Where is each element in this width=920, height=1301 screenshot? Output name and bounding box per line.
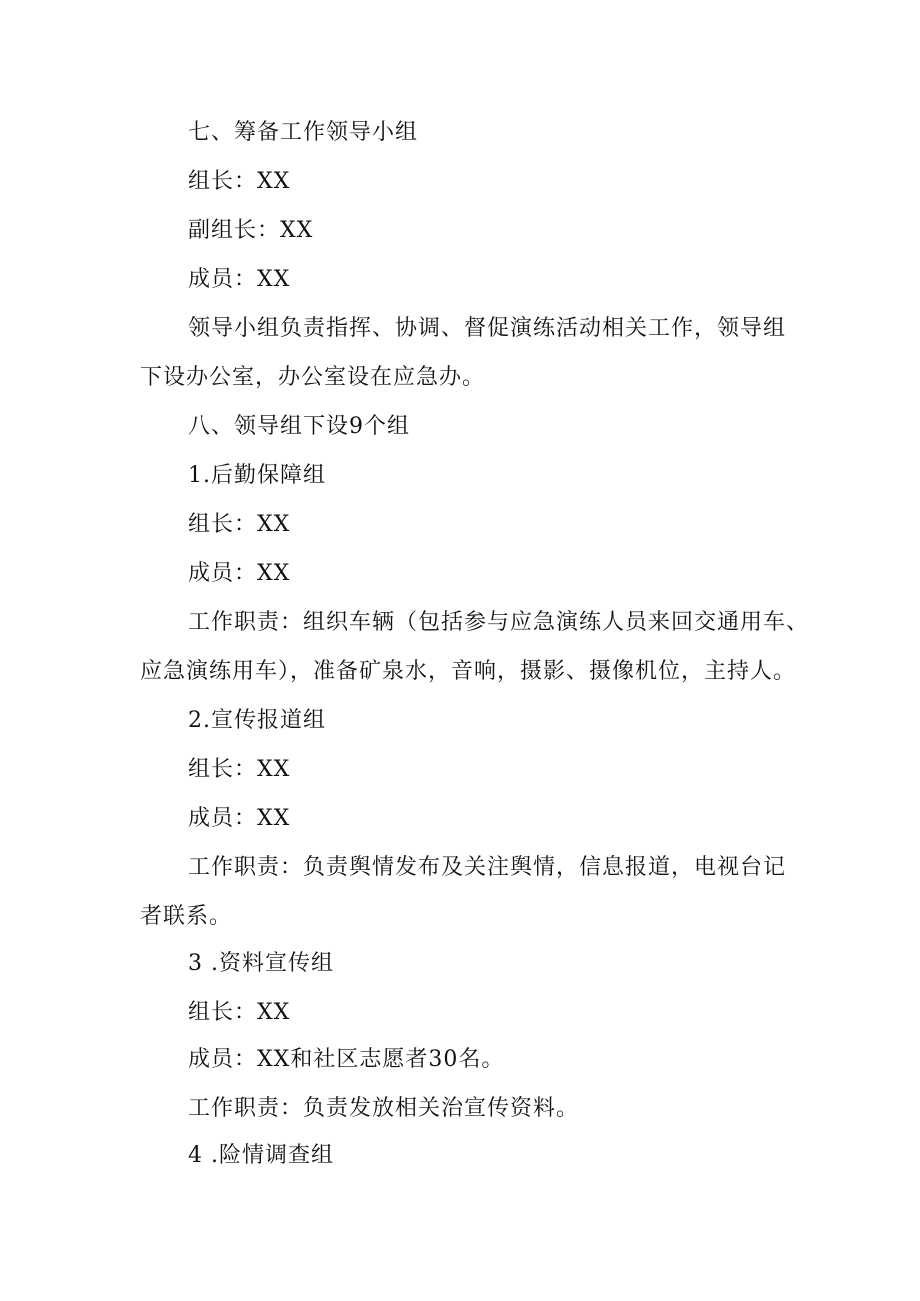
- leader-line: 组长：XX: [188, 169, 291, 194]
- subsection-heading-4: 4 .险情调查组: [188, 1143, 334, 1168]
- duties-line: 工作职责：组织车辆（包括参与应急演练人员来回交通用车、: [188, 610, 810, 635]
- subsection-heading-1: 1.后勤保障组: [188, 463, 326, 488]
- members-line: 成员：XX: [188, 561, 291, 586]
- subsection-heading-2: 2.宣传报道组: [188, 708, 326, 733]
- section-heading-8: 八、领导组下设9个组: [188, 414, 410, 439]
- section-heading-7: 七、筹备工作领导小组: [188, 120, 419, 145]
- duties-line: 者联系。: [140, 904, 233, 929]
- leader-line: 组长：XX: [188, 1000, 291, 1025]
- subsection-heading-3: 3 .资料宣传组: [188, 951, 334, 976]
- paragraph-line: 领导小组负责指挥、协调、督促演练活动相关工作，领导组: [188, 316, 787, 341]
- duties-line: 应急演练用车），准备矿泉水，音响，摄影、摄像机位，主持人。: [140, 659, 797, 684]
- duties-line: 工作职责：负责发放相关治宣传资料。: [188, 1096, 580, 1121]
- members-line: 成员：XX和社区志愿者30名。: [188, 1047, 505, 1072]
- paragraph-line: 下设办公室，办公室设在应急办。: [140, 365, 486, 390]
- duties-line: 工作职责：负责舆情发布及关注舆情，信息报道，电视台记: [188, 855, 787, 880]
- members-line: 成员：XX: [188, 806, 291, 831]
- leader-line: 组长：XX: [188, 757, 291, 782]
- members-line: 成员：XX: [188, 267, 291, 292]
- deputy-leader-line: 副组长：XX: [188, 218, 314, 243]
- leader-line: 组长：XX: [188, 512, 291, 537]
